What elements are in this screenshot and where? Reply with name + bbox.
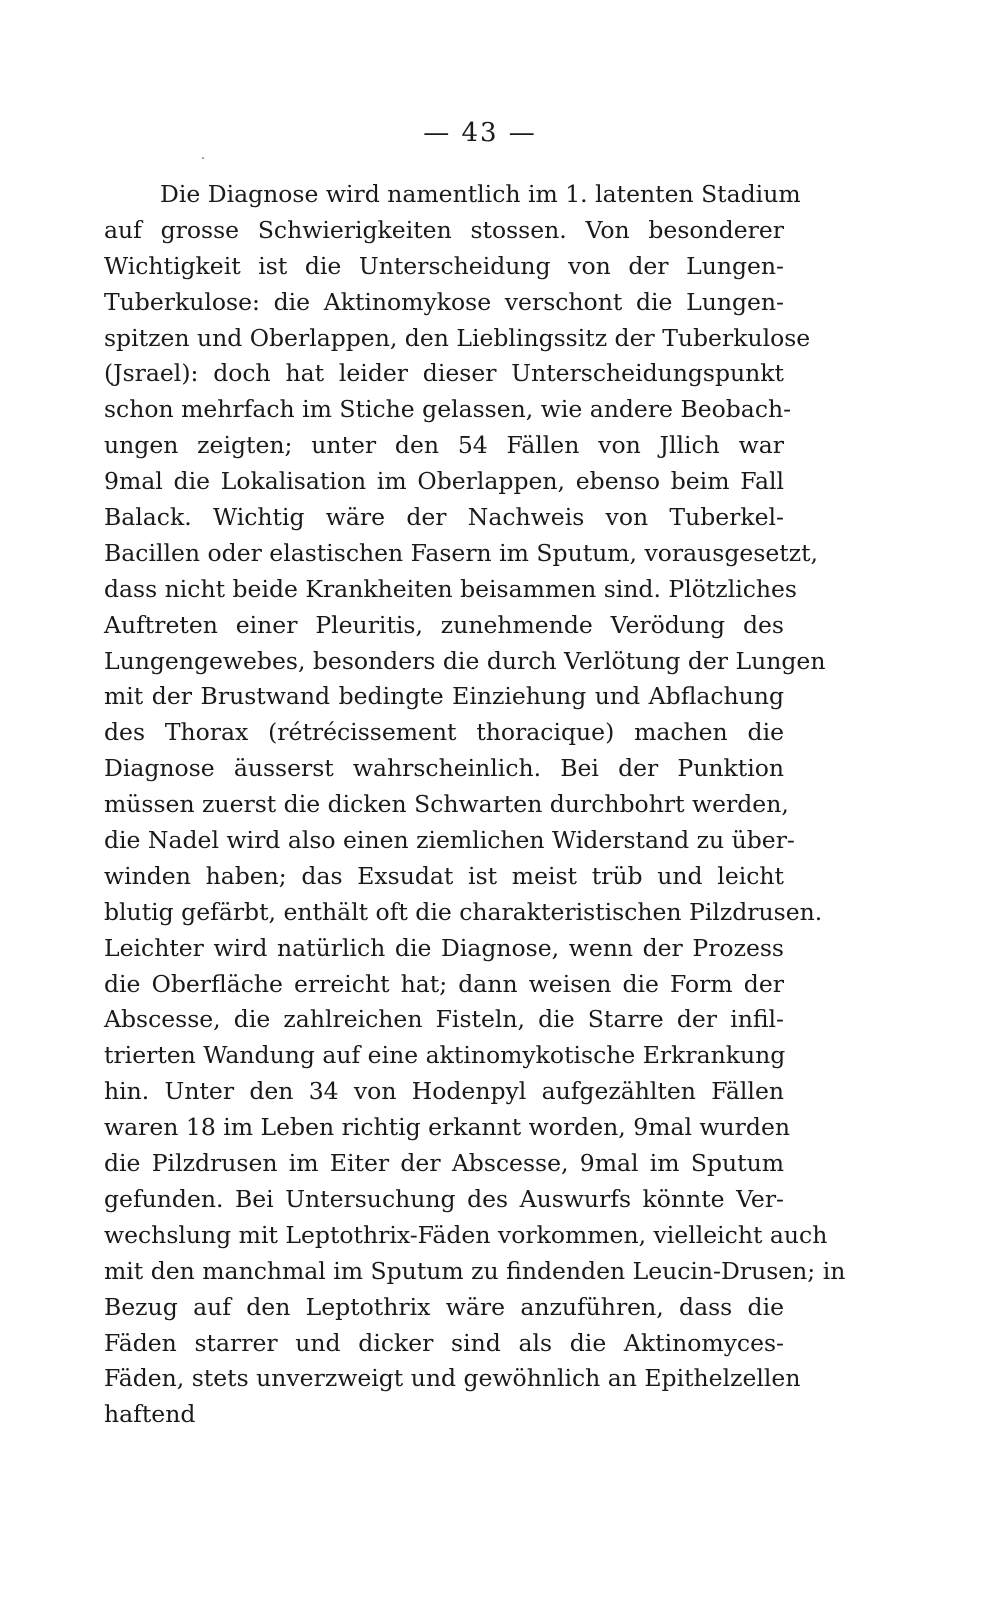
text-line: spitzen und Oberlappen, den Lieblingssitz der Tuberkulose <box>104 323 811 352</box>
text-line: gefunden. Bei Untersuchung des Auswurfs könnte Ver- <box>104 1184 784 1213</box>
text-line: wechslung mit Leptothrix-Fäden vorkommen, vielleicht auch <box>104 1220 828 1249</box>
text-line <box>104 177 801 213</box>
text-line: haftend <box>104 1400 196 1429</box>
text-line: die Pilzdrusen im Eiter der Abscesse, 9mal im Sputum <box>104 1149 784 1178</box>
text-line: Wichtigkeit ist die Unterscheidung von der Lungen- <box>104 251 784 280</box>
text-line: waren 18 im Leben richtig erkannt worden, 9mal wurden <box>104 1113 790 1142</box>
text-line: die Nadel wird also einen ziemlichen Widerstand zu über- <box>104 826 795 855</box>
text-line: mit den manchmal im Sputum zu findenden Leucin-Drusen; in <box>104 1256 846 1285</box>
text-line: Diagnose äusserst wahrscheinlich. Bei der Punktion <box>104 754 784 783</box>
text-line: schon mehrfach im Stiche gelassen, wie andere Beobach- <box>104 395 792 424</box>
text-line: (Jsrael): doch hat leider dieser Unterscheidungspunkt <box>104 359 784 388</box>
text-line: des Thorax (rétrécissement thoracique) machen die <box>104 718 784 747</box>
text-line: Lungengewebes, besonders die durch Verlötung der Lungen <box>104 646 826 675</box>
text-line: trierten Wandung auf eine aktinomykotische Erkrankung <box>104 1041 786 1070</box>
text-line: 9mal die Lokalisation im Oberlappen, ebenso beim Fall <box>104 467 784 496</box>
text-line: Fäden starrer und dicker sind als die Aktinomyces- <box>104 1328 784 1357</box>
text-line: Bacillen oder elastischen Fasern im Sputum, vorausgesetzt, <box>104 538 819 567</box>
text-line: Auftreten einer Pleuritis, zunehmende Verödung des <box>104 610 784 639</box>
text-line: Bezug auf den Leptothrix wäre anzuführen, dass die <box>104 1292 784 1321</box>
text-line: die Oberfläche erreicht hat; dann weisen die Form der <box>104 969 784 998</box>
text-line: auf grosse Schwierigkeiten stossen. Von besonderer <box>104 215 784 244</box>
text-line: mit der Brustwand bedingte Einziehung und Abflachung <box>104 682 784 711</box>
text-line: blutig gefärbt, enthält oft die charakteristischen Pilzdrusen. <box>104 897 823 926</box>
text-line: winden haben; das Exsudat ist meist trüb und leicht <box>104 861 784 890</box>
text-line: Abscesse, die zahlreichen Fisteln, die Starre der infil- <box>104 1005 784 1034</box>
text-line: ungen zeigten; unter den 54 Fällen von Jllich war <box>104 431 784 460</box>
text-line: müssen zuerst die dicken Schwarten durchbohrt werden, <box>104 790 789 819</box>
text-line-content: Die Diagnose wird namentlich im 1. latenten Stadium <box>160 180 801 208</box>
text-line: dass nicht beide Krankheiten beisammen sind. Plötzliches <box>104 574 797 603</box>
specks-mark <box>202 157 204 159</box>
text-line: Balack. Wichtig wäre der Nachweis von Tuberkel- <box>104 503 784 532</box>
text-line: Fäden, stets unverzweigt und gewöhnlich an Epithelzellen <box>104 1364 801 1393</box>
text-line: Tuberkulose: die Aktinomykose verschont die Lungen- <box>104 287 784 316</box>
body-text <box>104 177 846 1433</box>
text-line: Leichter wird natürlich die Diagnose, wenn der Prozess <box>104 933 784 962</box>
page-number: — 43 — <box>423 118 537 148</box>
text-line: hin. Unter den 34 von Hodenpyl aufgezählten Fällen <box>104 1077 784 1106</box>
